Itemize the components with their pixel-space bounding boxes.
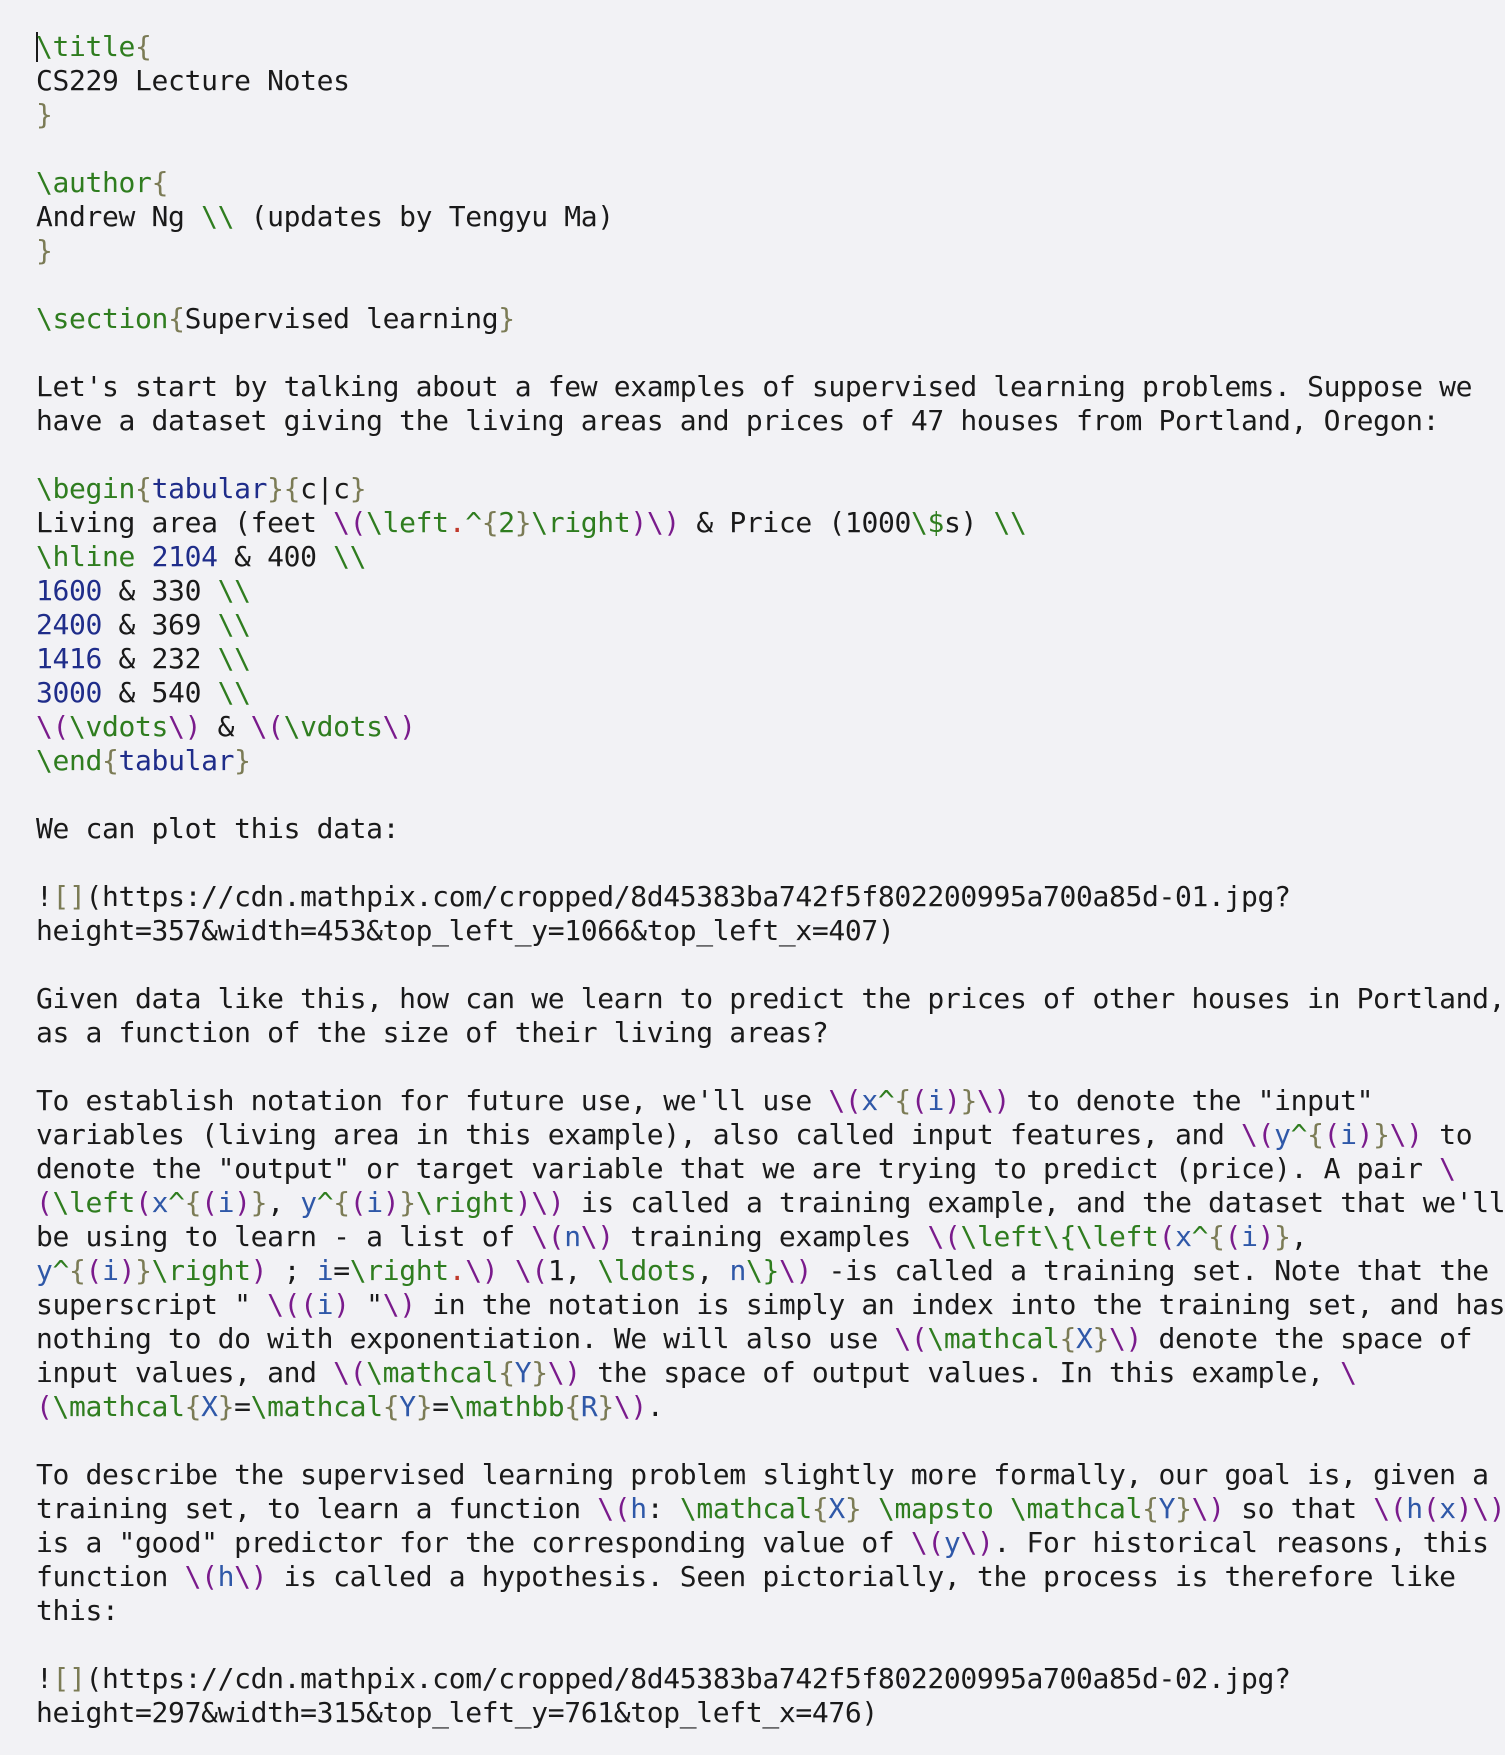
code-token: } (36, 98, 53, 131)
editor-blank-line[interactable] (36, 948, 1457, 982)
code-token: \) (646, 506, 680, 539)
code-token: denote the space of (1142, 1322, 1473, 1355)
code-token: ( (1323, 1118, 1341, 1151)
code-token: & 330 (102, 574, 218, 607)
code-token: \mathcal (52, 1390, 185, 1423)
code-token: = (333, 1254, 350, 1287)
editor-line[interactable] (36, 1458, 1489, 1492)
code-token: { (382, 1390, 400, 1423)
code-token: y (300, 1186, 317, 1219)
code-token: \( (910, 1526, 944, 1559)
code-token: { (811, 1492, 829, 1525)
editor-line[interactable] (36, 1696, 1457, 1730)
code-token: i (102, 1254, 119, 1287)
code-token: ) (1356, 1118, 1374, 1151)
code-token: \begin (36, 472, 136, 505)
code-token: training examples (613, 1220, 928, 1253)
code-token: ) (333, 1288, 350, 1321)
code-token: { (1208, 1220, 1225, 1253)
code-token: \) (960, 1526, 994, 1559)
editor-line[interactable] (36, 1288, 1505, 1322)
code-token: so that (1224, 1492, 1374, 1525)
code-token: ( (1422, 1492, 1440, 1525)
code-token: { (481, 506, 499, 539)
editor-line[interactable] (36, 914, 1457, 948)
editor-line[interactable] (36, 1322, 1473, 1356)
code-token (498, 1254, 515, 1287)
code-token: x (1175, 1220, 1192, 1253)
code-token: { (168, 302, 185, 335)
code-token: To establish notation for future use, we'll use (36, 1084, 829, 1117)
code-token: \author (36, 166, 152, 199)
code-token: CS229 Lecture Notes (36, 64, 350, 97)
code-token: \) (234, 1560, 268, 1593)
code-token: ) (1257, 1220, 1275, 1253)
editor-line[interactable] (36, 1152, 1457, 1186)
code-token: { (564, 1390, 581, 1423)
code-token: \) (547, 1356, 581, 1389)
code-token: \( (250, 710, 284, 743)
code-token: denote the "output" or target variable that we are trying to predict (price). A pair (36, 1152, 1440, 1185)
code-token: ( (300, 1288, 317, 1321)
editor-blank-line[interactable] (36, 778, 1457, 812)
code-token: Andrew Ng (36, 200, 202, 233)
code-token: } (1175, 1492, 1192, 1525)
editor-blank-line[interactable] (36, 336, 1457, 370)
editor-line[interactable] (36, 1526, 1489, 1560)
code-token: \mathcal (250, 1390, 383, 1423)
code-token: \right (531, 506, 631, 539)
code-token: (updates by Tengyu Ma) (234, 200, 614, 233)
code-token: ) (630, 506, 647, 539)
code-token: \) (1191, 1492, 1225, 1525)
code-token: ( (36, 1390, 53, 1423)
code-token: ; (267, 1254, 317, 1287)
code-token: i (366, 1186, 383, 1219)
code-token: s) (943, 506, 994, 539)
code-token: \) (382, 1288, 416, 1321)
code-token: \right (349, 1254, 449, 1287)
code-token: \) (580, 1220, 614, 1253)
code-token: \section (36, 302, 169, 335)
code-token: \) (531, 1186, 565, 1219)
code-token: X (201, 1390, 218, 1423)
code-token: \( (36, 710, 70, 743)
code-token: c|c (300, 472, 350, 505)
code-token: ) (250, 1254, 268, 1287)
code-token (135, 540, 152, 573)
code-token: \vdots (69, 710, 169, 743)
code-token: 1600 (36, 574, 103, 607)
editor-line[interactable] (36, 1016, 1457, 1050)
code-token: height=357&width=453&top_left_y=1066&top_left_x=407) (36, 914, 895, 947)
code-token: } (399, 1186, 416, 1219)
editor-blank-line[interactable] (36, 1050, 1457, 1084)
code-token: \mathcal (927, 1322, 1060, 1355)
code-token: . (448, 1254, 466, 1287)
code-token: training set, to learn a function (36, 1492, 598, 1525)
code-token: } (135, 1254, 152, 1287)
editor-line[interactable] (36, 1560, 1457, 1594)
code-token: tabular (118, 744, 235, 777)
code-token: \( (597, 1492, 631, 1525)
editor-line[interactable] (36, 1186, 1505, 1220)
code-token: . (448, 506, 466, 539)
editor-line[interactable] (36, 812, 1457, 846)
code-token: y (36, 1254, 53, 1287)
code-token: i (1241, 1220, 1258, 1253)
code-token: \( (333, 1356, 367, 1389)
code-token: be using to learn - a list of (36, 1220, 532, 1253)
code-token: = (432, 1390, 449, 1423)
code-token: 2400 (36, 608, 103, 641)
editor-blank-line[interactable] (36, 438, 1457, 472)
code-token: \( (1373, 1492, 1407, 1525)
code-token: superscript " (36, 1288, 268, 1321)
code-token: ) (118, 1254, 136, 1287)
code-token: X (1075, 1322, 1093, 1355)
code-token: \) (1472, 1492, 1505, 1525)
code-token: [] (52, 880, 86, 913)
code-token: , (1290, 1220, 1308, 1253)
code-token: \\ (217, 676, 251, 709)
code-token: } (844, 1492, 862, 1525)
code-token: \hline (36, 540, 136, 573)
code-token: the space of output values. In this example, (580, 1356, 1341, 1389)
code-token: & (201, 710, 251, 743)
code-token: \) (1389, 1118, 1423, 1151)
editor-line[interactable] (36, 1662, 1457, 1696)
code-token: . For historical reasons, this (993, 1526, 1489, 1559)
editor-line[interactable] (36, 98, 1457, 132)
code-token: tabular (151, 472, 268, 505)
code-token: \) (613, 1390, 647, 1423)
code-token: & 369 (102, 608, 218, 641)
code-token: Given data like this, how can we learn to predict the prices of other houses in Portland, (36, 982, 1505, 1015)
code-token: } (217, 1390, 235, 1423)
code-token: { (333, 1186, 350, 1219)
code-token: is called a hypothesis. Seen pictorially, the process is therefore like (267, 1560, 1456, 1593)
code-token: } (36, 234, 53, 267)
code-token: in the notation is simply an index into the training set, and has (415, 1288, 1505, 1321)
code-token: \left (960, 1220, 1043, 1253)
code-token: \) (1109, 1322, 1143, 1355)
code-token: { (184, 1186, 202, 1219)
code-token: { (135, 30, 152, 63)
code-token: h (630, 1492, 647, 1525)
code-token: { (184, 1390, 202, 1423)
code-token: { (102, 744, 119, 777)
code-token: have a dataset giving the living areas and prices of 47 houses from Portland, Oregon: (36, 404, 1440, 437)
code-token: \( (184, 1560, 218, 1593)
code-token: \( (531, 1220, 565, 1253)
code-token: & Price (1000 (679, 506, 911, 539)
code-token: , (267, 1186, 301, 1219)
code-token: } (234, 744, 251, 777)
code-token: \\ (993, 506, 1027, 539)
code-token: as a function of the size of their living areas? (36, 1016, 829, 1049)
code-token: & 232 (102, 642, 218, 675)
editor-line[interactable] (36, 710, 1457, 744)
code-token: R (580, 1390, 598, 1423)
code-token: to (1422, 1118, 1473, 1151)
code-token: \left (1076, 1220, 1159, 1253)
code-token: \mapsto (877, 1492, 994, 1525)
code-token: ^ (877, 1084, 895, 1117)
editor-line[interactable] (36, 234, 1457, 268)
editor-line[interactable] (36, 880, 1457, 914)
code-token: input values, and (36, 1356, 334, 1389)
code-token: \right (151, 1254, 251, 1287)
editor-blank-line[interactable] (36, 1628, 1457, 1662)
code-token: ( (1158, 1220, 1176, 1253)
code-token: } (267, 472, 284, 505)
code-token: ( (349, 1186, 367, 1219)
code-token: (https://cdn.mathpix.com/cropped/8d45383ba742f5f802200995a700a85d-02.jpg? (85, 1662, 1291, 1695)
code-token: ) (943, 1084, 961, 1117)
code-token: { (894, 1084, 911, 1117)
code-token: \( (514, 1254, 548, 1287)
code-token: { (151, 166, 169, 199)
code-token: \left (52, 1186, 136, 1219)
code-token: Supervised learning (184, 302, 499, 335)
code-token: ^ (465, 506, 482, 539)
code-token: 3000 (36, 676, 103, 709)
editor-blank-line[interactable] (36, 1424, 1457, 1458)
code-token: x (151, 1186, 169, 1219)
editor-line[interactable] (36, 1254, 1489, 1288)
code-token: function (36, 1560, 185, 1593)
code-token: } (960, 1084, 977, 1117)
code-token: ) (514, 1186, 532, 1219)
code-token: 2 (498, 506, 515, 539)
code-token: . (646, 1390, 664, 1423)
editor-line[interactable] (36, 676, 1457, 710)
code-token: ^ (1290, 1118, 1308, 1151)
editor-line[interactable] (36, 1594, 1457, 1628)
code-token: } (250, 1186, 268, 1219)
code-token: Y (514, 1356, 532, 1389)
code-token: " (349, 1288, 383, 1321)
code-token: To describe the supervised learning problem slightly more formally, our goal is, given a (36, 1458, 1489, 1491)
code-token: x (1439, 1492, 1456, 1525)
editor-line[interactable] (36, 744, 1457, 778)
editor-line[interactable] (36, 1118, 1473, 1152)
code-token: \) (382, 710, 416, 743)
code-token: \vdots (283, 710, 383, 743)
code-token: \) (168, 710, 202, 743)
code-token: { (135, 472, 152, 505)
editor-line[interactable] (36, 30, 1457, 64)
code-token: } (531, 1356, 548, 1389)
code-token: \( (1241, 1118, 1275, 1151)
code-token: { (498, 1356, 515, 1389)
code-token: ( (201, 1186, 218, 1219)
code-token: ( (1224, 1220, 1242, 1253)
code-token: { (69, 1254, 86, 1287)
code-token: \{ (1043, 1220, 1077, 1253)
code-token: is called a training example, and the dataset that we'll (564, 1186, 1505, 1219)
code-token: height=297&width=315&top_left_y=761&top_left_x=476) (36, 1696, 878, 1729)
code-token: \mathbb (448, 1390, 565, 1423)
code-token: x (861, 1084, 878, 1117)
code-token: \} (745, 1254, 779, 1287)
editor-line[interactable] (36, 1492, 1505, 1526)
code-token: ( (36, 1186, 53, 1219)
code-token: i (927, 1084, 944, 1117)
code-token: i (316, 1288, 334, 1321)
code-token: \\ (217, 608, 251, 641)
code-token: } (498, 302, 515, 335)
code-token: { (1059, 1322, 1076, 1355)
code-token: \$ (910, 506, 944, 539)
code-token: ( (85, 1254, 103, 1287)
editor-line[interactable] (36, 574, 1457, 608)
editor-line[interactable] (36, 1356, 1457, 1390)
code-token: , (696, 1254, 730, 1287)
code-token: Y (399, 1390, 416, 1423)
code-token: i (217, 1186, 235, 1219)
code-token: \right (415, 1186, 515, 1219)
code-token: \\ (333, 540, 367, 573)
code-token: ^ (1191, 1220, 1209, 1253)
code-token: Let's start by talking about a few examples of supervised learning problems. Suppose we (36, 370, 1473, 403)
code-token: ) (1455, 1492, 1473, 1525)
editor-line[interactable] (36, 472, 1457, 506)
code-token: this: (36, 1594, 119, 1627)
editor-line[interactable] (36, 540, 1457, 574)
code-token: i (1340, 1118, 1357, 1151)
editor-blank-line[interactable] (36, 132, 1457, 166)
code-token: i (316, 1254, 334, 1287)
code-token: \ldots (597, 1254, 697, 1287)
code-token: \( (333, 506, 367, 539)
code-token: } (1092, 1322, 1110, 1355)
code-token: \title (36, 30, 136, 63)
code-token: ^ (316, 1186, 334, 1219)
code-token: \( (894, 1322, 928, 1355)
code-token: { (283, 472, 301, 505)
code-token: \ (1340, 1356, 1357, 1389)
code-token: \( (828, 1084, 862, 1117)
code-token: \( (927, 1220, 961, 1253)
code-token: Y (1158, 1492, 1176, 1525)
code-token: \\ (217, 574, 251, 607)
editor-line[interactable] (36, 1084, 1457, 1118)
code-token: \mathcal (366, 1356, 499, 1389)
editor-line[interactable] (36, 302, 1457, 336)
code-token: We can plot this data: (36, 812, 400, 845)
code-token: \end (36, 744, 103, 777)
code-token: = (234, 1390, 251, 1423)
code-token: is a "good" predictor for the corresponding value of (36, 1526, 911, 1559)
editor-line[interactable] (36, 64, 1457, 98)
editor-line[interactable] (36, 1390, 1457, 1424)
code-token: n (729, 1254, 746, 1287)
code-token: \) (778, 1254, 812, 1287)
editor-line[interactable] (36, 166, 1457, 200)
code-token: ! (36, 880, 53, 913)
editor-blank-line[interactable] (36, 268, 1457, 302)
code-token: : (646, 1492, 680, 1525)
code-token: \ (1439, 1152, 1456, 1185)
code-token: X (828, 1492, 845, 1525)
editor-line[interactable] (36, 370, 1473, 404)
code-token: } (415, 1390, 433, 1423)
code-token (861, 1492, 878, 1525)
code-token: } (349, 472, 367, 505)
code-token: 1, (547, 1254, 598, 1287)
code-token: \\ (217, 642, 251, 675)
code-token: & 540 (102, 676, 218, 709)
code-token: 2104 (151, 540, 218, 573)
code-token: -is called a training set. Note that the (811, 1254, 1489, 1287)
code-token: & 400 (217, 540, 334, 573)
code-token: } (597, 1390, 614, 1423)
code-token: { (1307, 1118, 1324, 1151)
editor-line[interactable] (36, 1220, 1457, 1254)
code-token: Living area (feet (36, 506, 334, 539)
editor-line[interactable] (36, 506, 1457, 540)
code-token: variables (living area in this example), also called input features, and (36, 1118, 1242, 1151)
code-token: \mathcal (679, 1492, 812, 1525)
code-token: h (217, 1560, 235, 1593)
code-token: y (943, 1526, 961, 1559)
editor-line[interactable] (36, 404, 1457, 438)
code-token: \left (366, 506, 449, 539)
code-token: to denote the "input" (1010, 1084, 1374, 1117)
code-token: [] (52, 1662, 86, 1695)
code-token: \) (976, 1084, 1010, 1117)
code-token (994, 1492, 1011, 1525)
code-token: n (564, 1220, 581, 1253)
code-token: \( (267, 1288, 301, 1321)
code-token: ) (234, 1186, 251, 1219)
code-token: ( (910, 1084, 928, 1117)
code-token: 1416 (36, 642, 103, 675)
code-token: { (1142, 1492, 1159, 1525)
code-token: } (514, 506, 532, 539)
code-token: ) (382, 1186, 400, 1219)
code-token: (https://cdn.mathpix.com/cropped/8d45383ba742f5f802200995a700a85d-01.jpg? (85, 880, 1291, 913)
editor-line[interactable] (36, 200, 1457, 234)
code-token: \) (465, 1254, 499, 1287)
code-token: } (1373, 1118, 1390, 1151)
code-token: y (1274, 1118, 1291, 1151)
code-token: \\ (201, 200, 235, 233)
code-token: nothing to do with exponentiation. We will also use (36, 1322, 895, 1355)
code-token: h (1406, 1492, 1423, 1525)
code-token: ^ (168, 1186, 185, 1219)
code-token: ^ (52, 1254, 70, 1287)
code-token: \mathcal (1010, 1492, 1143, 1525)
editor-blank-line[interactable] (36, 846, 1457, 880)
code-token: ! (36, 1662, 53, 1695)
editor-line[interactable] (36, 608, 1457, 642)
editor-line[interactable] (36, 642, 1457, 676)
code-token: } (1274, 1220, 1291, 1253)
code-token: ( (135, 1186, 152, 1219)
editor-line[interactable] (36, 982, 1505, 1016)
